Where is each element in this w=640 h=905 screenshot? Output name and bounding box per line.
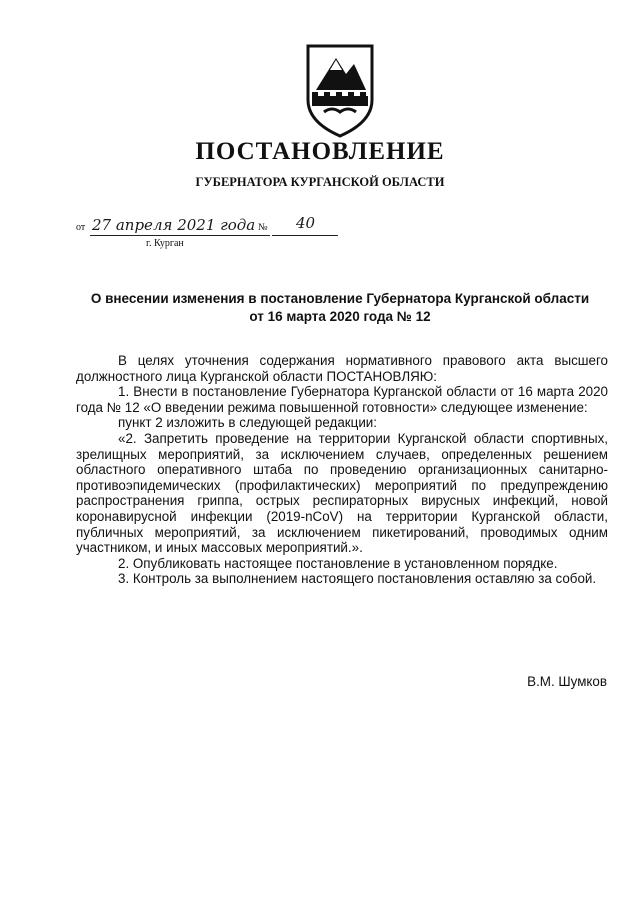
paragraph-item-1: 1. Внести в постановление Губернатора Курганской области от 16 марта 2020 года № 12 «О введении режима повышенной готовности» следующее изменение: xyxy=(76,384,608,415)
paragraph-item-2: 2. Опубликовать настоящее постановление в установленном порядке. xyxy=(118,555,558,571)
paragraph-point-2-intro: пункт 2 изложить в следующей редакции: xyxy=(118,415,377,431)
heading-line-2: от 16 марта 2020 года № 12 xyxy=(249,309,431,324)
date-underline xyxy=(90,235,270,236)
coat-of-arms-icon xyxy=(300,40,380,140)
city-label: г. Курган xyxy=(146,238,184,249)
paragraph-item-3: 3. Контроль за выполнением настоящего постановления оставляю за собой. xyxy=(118,571,597,587)
document-heading xyxy=(70,290,610,326)
document-subtitle: ГУБЕРНАТОРА КУРГАНСКОЙ ОБЛАСТИ xyxy=(195,175,445,189)
handwritten-number: 40 xyxy=(296,214,316,232)
heading-line-1: О внесении изменения в постановление Губернатора Курганской области xyxy=(90,291,590,306)
paragraph-preamble: В целях уточнения содержания нормативного правового акта высшего должностного лица Курганской области ПОСТАНОВЛЯЮ: xyxy=(76,353,608,384)
signature-name: В.М. Шумков xyxy=(527,674,607,689)
date-prefix: от xyxy=(76,222,86,233)
handwritten-date: 27 апреля 2021 года xyxy=(92,216,256,234)
document-body xyxy=(76,353,608,587)
paragraph-point-2-text: «2. Запретить проведение на территории Курганской области спортивных, зрелищных мероприятий, за исключением случаев, определенных решением областного оперативного штаба по проведению организационных санитарно-противоэпидемических (профилактических) мероприятий по предупреждению распространения гриппа, острых респираторных вирусных инфекций, новой коронавирусной инфекции (2019-nCoV) на территории Курганской области, публичных мероприятий, за исключением пикетирований, проводимых одним участником, и иных массовых мероприятий.». xyxy=(76,430,608,556)
document-title: ПОСТАНОВЛЕНИЕ xyxy=(195,138,445,165)
number-label: № xyxy=(258,222,268,233)
number-underline xyxy=(272,235,338,236)
